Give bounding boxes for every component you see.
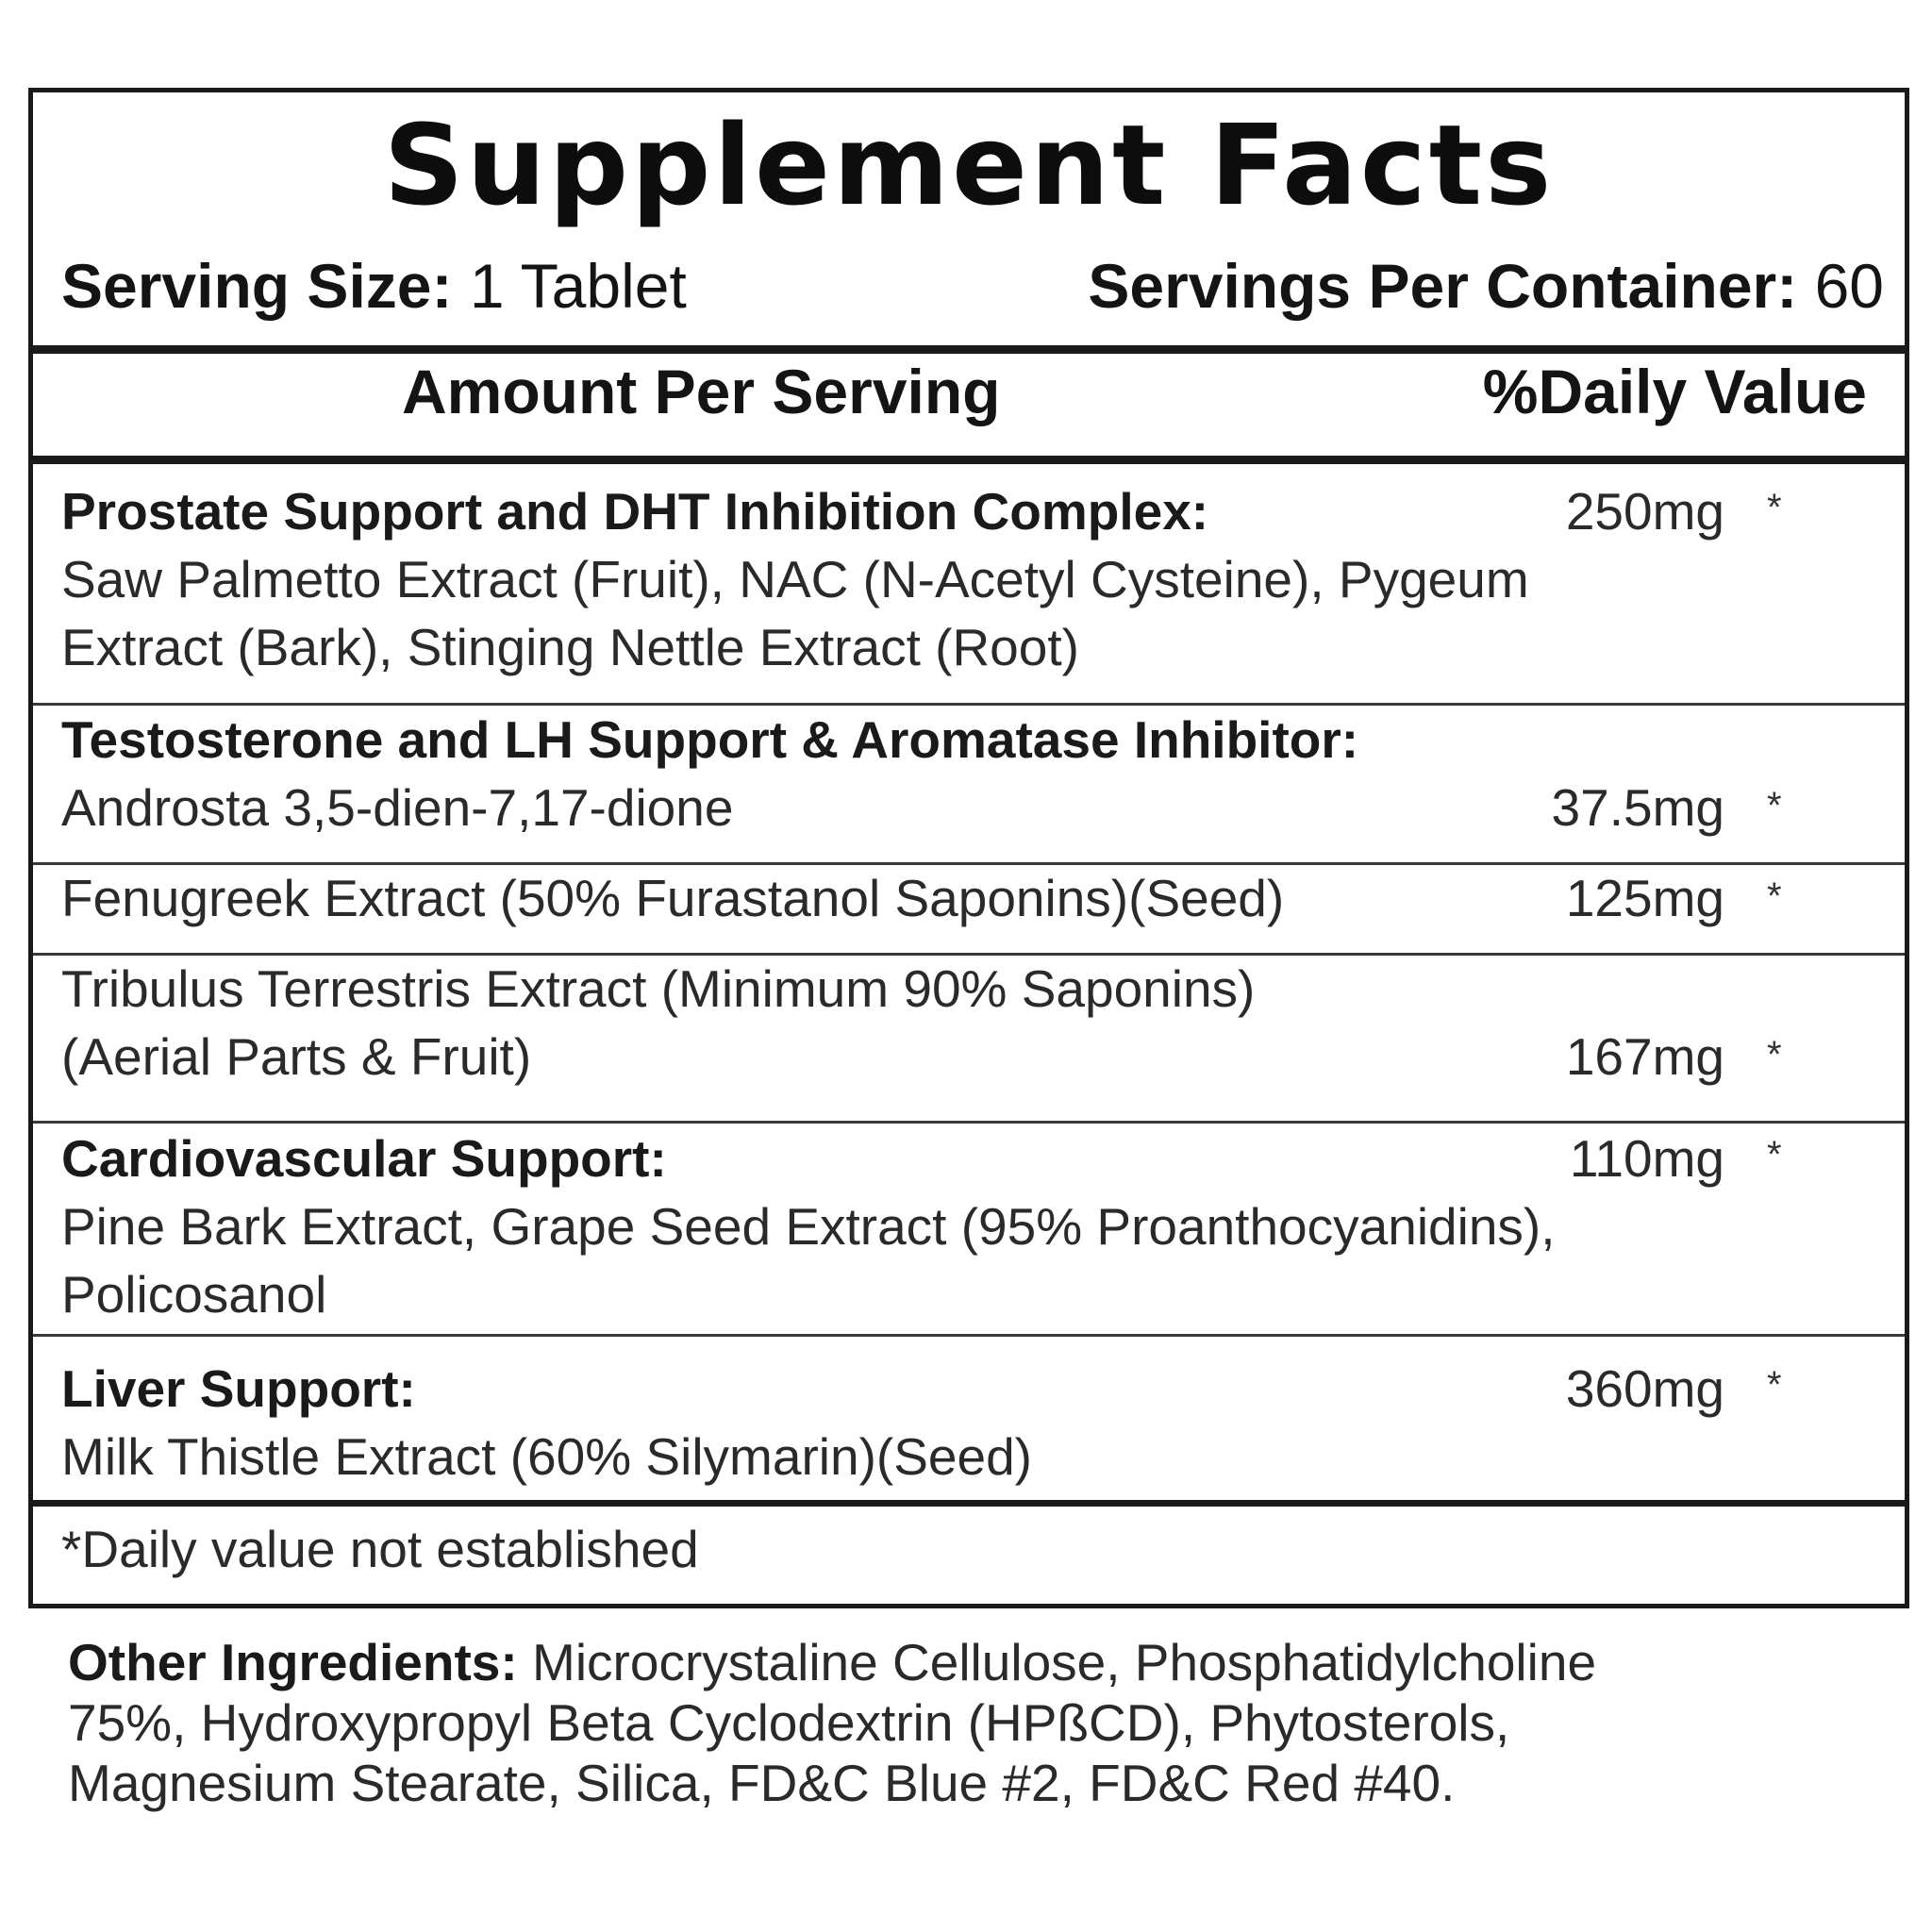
amount-value: 360mg [1565,1359,1724,1418]
servings-per-container-value: 60 [1814,251,1884,321]
ingredient-line: Tribulus Terrestris Extract (Minimum 90% Saponins) [61,959,1256,1018]
other-ingredients-line: Magnesium Stearate, Silica, FD&C Blue #2, FD&C Red #40. [68,1754,1456,1812]
section-divider [33,1121,1905,1124]
daily-value-mark: * [1767,785,1782,826]
amount-value: 250mg [1565,482,1724,541]
amount-value: 37.5mg [1551,778,1724,837]
section-heading: Prostate Support and DHT Inhibition Complex: [61,482,1209,541]
daily-value-header: %Daily Value [1482,357,1867,426]
daily-value-mark: * [1767,487,1782,528]
amount-value: 167mg [1565,1027,1724,1086]
amount-value: 110mg [1569,1129,1724,1188]
other-ingredients [68,1632,1889,1813]
daily-value-mark: * [1767,875,1782,917]
panel-title: Supplement Facts [383,100,1555,230]
other-ingredients-label: Other Ingredients: [68,1633,518,1691]
servings-per-container [1088,251,1884,321]
serving-size-label: Serving Size: [61,251,453,321]
ingredient-line: Saw Palmetto Extract (Fruit), NAC (N-Acetyl Cysteine), Pygeum [61,550,1529,608]
section-divider [33,1334,1905,1337]
daily-value-mark: * [1767,1134,1782,1175]
servings-per-container-label: Servings Per Container: [1088,251,1798,321]
daily-value-mark: * [1767,1034,1782,1075]
section-heading: Testosterone and LH Support & Aromatase Inhibitor: [61,710,1359,769]
section-heading: Liver Support: [61,1359,416,1418]
other-ingredients-line: Microcrystaline Cellulose, Phosphatidylcholine [532,1633,1597,1691]
thick-divider [33,456,1905,464]
section-heading: Cardiovascular Support: [61,1129,667,1188]
thick-divider [33,345,1905,354]
other-ingredients-line: 75%, Hydroxypropyl Beta Cyclodextrin (HPßCD), Phytosterols, [68,1693,1510,1752]
serving-size-value: 1 Tablet [469,251,687,321]
ingredient-line: Policosanol [61,1265,327,1324]
ingredient-line: Extract (Bark), Stinging Nettle Extract (Root) [61,618,1079,676]
serving-size [61,251,687,321]
ingredient-line: Fenugreek Extract (50% Furastanol Saponins)(Seed) [61,869,1285,927]
ingredient-line: Milk Thistle Extract (60% Silymarin)(Seed) [61,1427,1032,1486]
ingredient-line: Pine Bark Extract, Grape Seed Extract (95% Proanthocyanidins), [61,1197,1556,1256]
amount-value: 125mg [1565,869,1724,927]
ingredient-line: (Aerial Parts & Fruit) [61,1027,532,1086]
daily-value-mark: * [1767,1364,1782,1406]
amount-per-serving-header: Amount Per Serving [402,357,1001,426]
footnote: *Daily value not established [61,1520,699,1578]
supplement-facts-panel [28,88,1909,1608]
ingredient-line: Androsta 3,5-dien-7,17-dione [61,778,734,837]
thick-divider [33,1500,1905,1507]
